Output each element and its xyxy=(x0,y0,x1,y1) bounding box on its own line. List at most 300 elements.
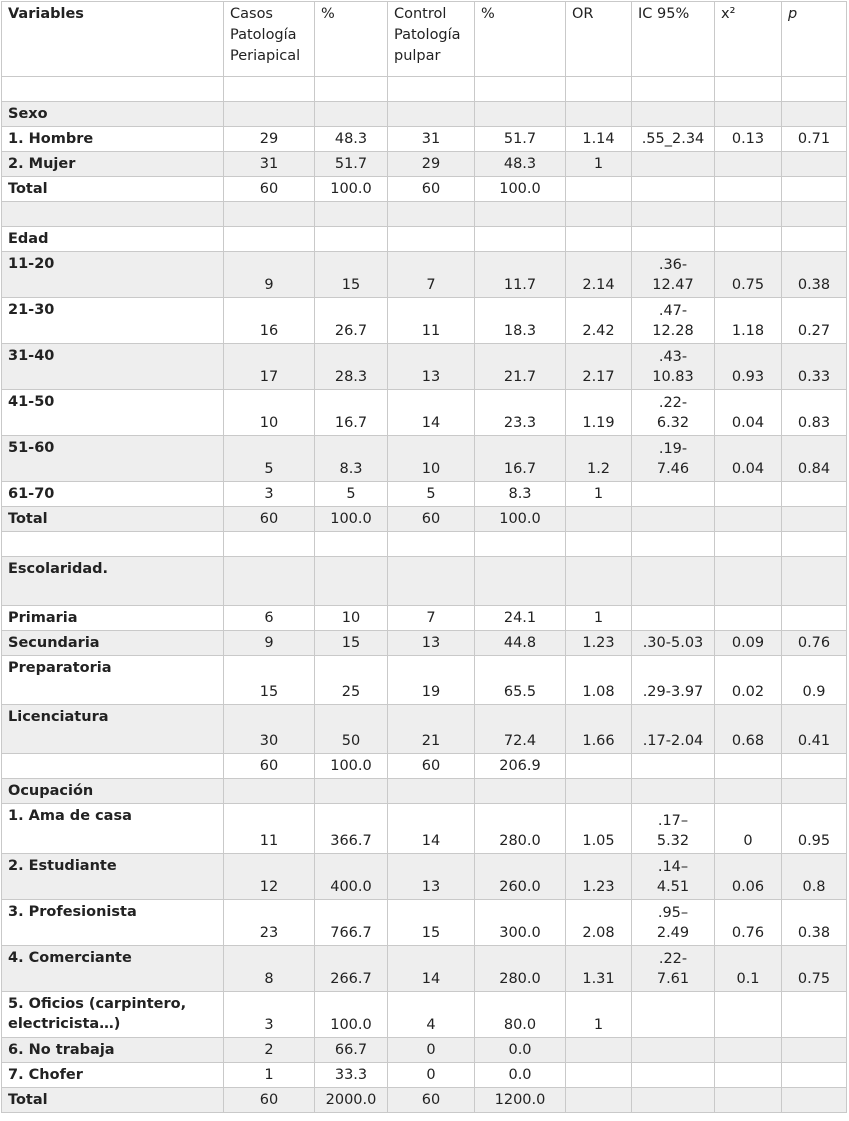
cell-casos: 16 xyxy=(224,298,315,344)
cell-x2: 0.1 xyxy=(715,946,782,992)
cell-p: 0.41 xyxy=(782,705,847,754)
cell-x2 xyxy=(715,102,782,127)
table-body xyxy=(2,77,847,1113)
cell-control: 60 xyxy=(388,177,475,202)
cell-p: 0.71 xyxy=(782,127,847,152)
cell-or: 1.19 xyxy=(566,390,632,436)
cell-x2 xyxy=(715,992,782,1038)
cell-x2 xyxy=(715,1038,782,1063)
cell-pct-casos: 100.0 xyxy=(315,992,388,1038)
cell-pct-casos: 10 xyxy=(315,606,388,631)
table-row xyxy=(2,992,847,1038)
cell-p: 0.84 xyxy=(782,436,847,482)
cell-pct-casos: 16.7 xyxy=(315,390,388,436)
table-row xyxy=(2,804,847,854)
cell-ic: .55_2.34 xyxy=(632,127,715,152)
row-label: 11-20 xyxy=(2,252,224,298)
cell-x2 xyxy=(715,177,782,202)
cell-ic xyxy=(632,177,715,202)
table-row xyxy=(2,854,847,900)
cell-p: 0.33 xyxy=(782,344,847,390)
cell-control: 19 xyxy=(388,656,475,705)
cell-or xyxy=(566,557,632,606)
cell-p xyxy=(782,77,847,102)
cell-pct-casos: 50 xyxy=(315,705,388,754)
cell-control: 13 xyxy=(388,344,475,390)
row-label: Preparatoria xyxy=(2,656,224,705)
cell-control: 13 xyxy=(388,854,475,900)
cell-control: 0 xyxy=(388,1038,475,1063)
cell-control: 14 xyxy=(388,804,475,854)
table-row xyxy=(2,436,847,482)
cell-pct-casos: 8.3 xyxy=(315,436,388,482)
cell-or: 1.2 xyxy=(566,436,632,482)
cell-ic xyxy=(632,1088,715,1113)
cell-ic: .22- 7.61 xyxy=(632,946,715,992)
table-row xyxy=(2,754,847,779)
cell-control xyxy=(388,102,475,127)
cell-pct-casos: 5 xyxy=(315,482,388,507)
cell-or xyxy=(566,1038,632,1063)
table-row xyxy=(2,102,847,127)
cell-control: 21 xyxy=(388,705,475,754)
cell-pct-casos: 400.0 xyxy=(315,854,388,900)
cell-p xyxy=(782,177,847,202)
table-row xyxy=(2,298,847,344)
cell-ic xyxy=(632,992,715,1038)
cell-pct-control: 300.0 xyxy=(475,900,566,946)
cell-ic: .36- 12.47 xyxy=(632,252,715,298)
row-label: 1. Ama de casa xyxy=(2,804,224,854)
cell-ic: .30-5.03 xyxy=(632,631,715,656)
cell-pct-casos: 66.7 xyxy=(315,1038,388,1063)
cell-or: 2.08 xyxy=(566,900,632,946)
cell-pct-control xyxy=(475,557,566,606)
cell-control: 13 xyxy=(388,631,475,656)
cell-pct-control: 65.5 xyxy=(475,656,566,705)
cell-x2 xyxy=(715,227,782,252)
cell-ic: .17– 5.32 xyxy=(632,804,715,854)
cell-p: 0.76 xyxy=(782,631,847,656)
table-row xyxy=(2,344,847,390)
row-label: Secundaria xyxy=(2,631,224,656)
cell-pct-control xyxy=(475,102,566,127)
row-label: 2. Estudiante xyxy=(2,854,224,900)
table-row xyxy=(2,202,847,227)
cell-control: 60 xyxy=(388,507,475,532)
cell-or xyxy=(566,1088,632,1113)
row-label: 6. No trabaja xyxy=(2,1038,224,1063)
cell-p: 0.75 xyxy=(782,946,847,992)
cell-ic: .19- 7.46 xyxy=(632,436,715,482)
cell-or xyxy=(566,754,632,779)
cell-control xyxy=(388,202,475,227)
table-row xyxy=(2,177,847,202)
cell-pct-control xyxy=(475,779,566,804)
cell-ic xyxy=(632,1038,715,1063)
cell-p: 0.83 xyxy=(782,390,847,436)
cell-pct-casos: 33.3 xyxy=(315,1063,388,1088)
cell-pct-casos: 51.7 xyxy=(315,152,388,177)
row-label: Licenciatura xyxy=(2,705,224,754)
row-label: 41-50 xyxy=(2,390,224,436)
cell-control xyxy=(388,227,475,252)
cell-p xyxy=(782,227,847,252)
cell-pct-control: 0.0 xyxy=(475,1063,566,1088)
cell-pct-casos: 15 xyxy=(315,252,388,298)
cell-ic xyxy=(632,152,715,177)
cell-casos: 9 xyxy=(224,631,315,656)
cell-ic: .22- 6.32 xyxy=(632,390,715,436)
cell-pct-control: 80.0 xyxy=(475,992,566,1038)
table-row xyxy=(2,1063,847,1088)
cell-p xyxy=(782,754,847,779)
table-row xyxy=(2,631,847,656)
cell-or xyxy=(566,102,632,127)
cell-ic xyxy=(632,1063,715,1088)
cell-casos: 60 xyxy=(224,507,315,532)
cell-p xyxy=(782,779,847,804)
table-row xyxy=(2,900,847,946)
cell-pct-control: 51.7 xyxy=(475,127,566,152)
table-row xyxy=(2,705,847,754)
cell-casos: 3 xyxy=(224,482,315,507)
table-row xyxy=(2,557,847,606)
cell-or: 1.05 xyxy=(566,804,632,854)
cell-x2: 0.75 xyxy=(715,252,782,298)
table-row xyxy=(2,227,847,252)
cell-x2 xyxy=(715,507,782,532)
row-label: 5. Oficios (carpintero, electricista…) xyxy=(2,992,224,1038)
cell-ic: .14– 4.51 xyxy=(632,854,715,900)
cell-pct-control: 1200.0 xyxy=(475,1088,566,1113)
cell-or xyxy=(566,227,632,252)
cell-x2: 0.02 xyxy=(715,656,782,705)
header-control: Control Patología pulpar xyxy=(388,2,475,77)
cell-p xyxy=(782,152,847,177)
cell-or xyxy=(566,177,632,202)
cell-casos xyxy=(224,779,315,804)
cell-x2: 0.09 xyxy=(715,631,782,656)
cell-ic xyxy=(632,507,715,532)
cell-pct-casos xyxy=(315,77,388,102)
cell-pct-control xyxy=(475,202,566,227)
cell-casos: 29 xyxy=(224,127,315,152)
cell-casos: 17 xyxy=(224,344,315,390)
cell-pct-control: 260.0 xyxy=(475,854,566,900)
cell-ic xyxy=(632,754,715,779)
cell-pct-casos: 266.7 xyxy=(315,946,388,992)
cell-or: 1.23 xyxy=(566,854,632,900)
cell-or xyxy=(566,77,632,102)
cell-or: 1.08 xyxy=(566,656,632,705)
cell-ic xyxy=(632,779,715,804)
cell-p xyxy=(782,1088,847,1113)
header-p: p xyxy=(782,2,847,77)
cell-control: 10 xyxy=(388,436,475,482)
table-row xyxy=(2,779,847,804)
cell-x2 xyxy=(715,532,782,557)
cell-x2 xyxy=(715,1063,782,1088)
cell-casos: 6 xyxy=(224,606,315,631)
row-label: 61-70 xyxy=(2,482,224,507)
cell-ic: .43- 10.83 xyxy=(632,344,715,390)
table-row xyxy=(2,656,847,705)
cell-ic xyxy=(632,102,715,127)
cell-pct-control: 24.1 xyxy=(475,606,566,631)
row-label: 4. Comerciante xyxy=(2,946,224,992)
row-label: 3. Profesionista xyxy=(2,900,224,946)
table-row xyxy=(2,946,847,992)
cell-ic xyxy=(632,227,715,252)
cell-casos xyxy=(224,532,315,557)
cell-ic: .29-3.97 xyxy=(632,656,715,705)
cell-casos: 1 xyxy=(224,1063,315,1088)
cell-x2 xyxy=(715,77,782,102)
table-row xyxy=(2,252,847,298)
cell-pct-control: 21.7 xyxy=(475,344,566,390)
header-casos: Casos Patología Periapical xyxy=(224,2,315,77)
row-label: Total xyxy=(2,1088,224,1113)
cell-or xyxy=(566,532,632,557)
cell-casos: 15 xyxy=(224,656,315,705)
cell-control: 29 xyxy=(388,152,475,177)
cell-p xyxy=(782,482,847,507)
cell-x2: 0.04 xyxy=(715,390,782,436)
table-row xyxy=(2,77,847,102)
cell-casos: 30 xyxy=(224,705,315,754)
cell-pct-casos xyxy=(315,779,388,804)
cell-x2 xyxy=(715,202,782,227)
cell-pct-casos: 100.0 xyxy=(315,507,388,532)
table-row xyxy=(2,1038,847,1063)
cell-casos xyxy=(224,77,315,102)
table-row xyxy=(2,507,847,532)
cell-p xyxy=(782,557,847,606)
row-label: Ocupación xyxy=(2,779,224,804)
row-label: 7. Chofer xyxy=(2,1063,224,1088)
cell-casos: 2 xyxy=(224,1038,315,1063)
cell-ic xyxy=(632,202,715,227)
cell-or xyxy=(566,1063,632,1088)
cell-x2 xyxy=(715,779,782,804)
cell-control: 5 xyxy=(388,482,475,507)
cell-x2: 0.68 xyxy=(715,705,782,754)
cell-or: 1.23 xyxy=(566,631,632,656)
cell-pct-casos: 100.0 xyxy=(315,177,388,202)
cell-casos: 31 xyxy=(224,152,315,177)
cell-control xyxy=(388,557,475,606)
row-label: 2. Mujer xyxy=(2,152,224,177)
row-label: 31-40 xyxy=(2,344,224,390)
cell-pct-casos: 26.7 xyxy=(315,298,388,344)
cell-or: 1 xyxy=(566,606,632,631)
cell-control: 31 xyxy=(388,127,475,152)
cell-or: 1.14 xyxy=(566,127,632,152)
cell-p: 0.38 xyxy=(782,252,847,298)
row-label: Total xyxy=(2,507,224,532)
table-row xyxy=(2,532,847,557)
table-row xyxy=(2,482,847,507)
cell-casos: 60 xyxy=(224,177,315,202)
row-label xyxy=(2,77,224,102)
cell-x2: 1.18 xyxy=(715,298,782,344)
cell-x2: 0 xyxy=(715,804,782,854)
row-label: 51-60 xyxy=(2,436,224,482)
cell-pct-casos: 28.3 xyxy=(315,344,388,390)
cell-ic xyxy=(632,557,715,606)
cell-or xyxy=(566,507,632,532)
header-row xyxy=(2,2,847,77)
cell-casos: 3 xyxy=(224,992,315,1038)
cell-p xyxy=(782,507,847,532)
cell-control: 60 xyxy=(388,1088,475,1113)
cell-ic xyxy=(632,532,715,557)
cell-pct-control xyxy=(475,227,566,252)
cell-casos: 5 xyxy=(224,436,315,482)
cell-pct-control: 100.0 xyxy=(475,507,566,532)
header-variables: Variables xyxy=(2,2,224,77)
cell-ic: .47- 12.28 xyxy=(632,298,715,344)
table-row xyxy=(2,1088,847,1113)
cell-x2: 0.76 xyxy=(715,900,782,946)
cell-pct-casos: 48.3 xyxy=(315,127,388,152)
cell-or: 2.17 xyxy=(566,344,632,390)
cell-x2: 0.13 xyxy=(715,127,782,152)
cell-p xyxy=(782,1038,847,1063)
table-row xyxy=(2,152,847,177)
cell-control: 7 xyxy=(388,252,475,298)
cell-p: 0.27 xyxy=(782,298,847,344)
cell-casos: 60 xyxy=(224,754,315,779)
cell-control: 14 xyxy=(388,946,475,992)
cell-p xyxy=(782,202,847,227)
row-label: Edad xyxy=(2,227,224,252)
cell-casos: 10 xyxy=(224,390,315,436)
cell-pct-control: 8.3 xyxy=(475,482,566,507)
cell-p: 0.9 xyxy=(782,656,847,705)
cell-ic xyxy=(632,482,715,507)
cell-casos xyxy=(224,202,315,227)
header-ic: IC 95% xyxy=(632,2,715,77)
header-pct-control: % xyxy=(475,2,566,77)
cell-or: 1.66 xyxy=(566,705,632,754)
cell-pct-casos xyxy=(315,102,388,127)
cell-or xyxy=(566,779,632,804)
cell-ic xyxy=(632,606,715,631)
cell-control: 11 xyxy=(388,298,475,344)
row-label: Escolaridad. xyxy=(2,557,224,606)
cell-pct-casos xyxy=(315,532,388,557)
header-pct-casos: % xyxy=(315,2,388,77)
cell-pct-casos: 15 xyxy=(315,631,388,656)
cell-control: 7 xyxy=(388,606,475,631)
cell-casos xyxy=(224,227,315,252)
cell-casos xyxy=(224,557,315,606)
row-label xyxy=(2,202,224,227)
table-row xyxy=(2,390,847,436)
cell-pct-control: 48.3 xyxy=(475,152,566,177)
cell-control: 60 xyxy=(388,754,475,779)
table-row xyxy=(2,606,847,631)
cell-control: 15 xyxy=(388,900,475,946)
row-label: 21-30 xyxy=(2,298,224,344)
cell-ic xyxy=(632,77,715,102)
cell-control xyxy=(388,77,475,102)
cell-ic: .17-2.04 xyxy=(632,705,715,754)
cell-p: 0.8 xyxy=(782,854,847,900)
cell-or: 1 xyxy=(566,482,632,507)
cell-pct-control: 0.0 xyxy=(475,1038,566,1063)
cell-p xyxy=(782,992,847,1038)
cell-or: 1 xyxy=(566,992,632,1038)
cell-control xyxy=(388,532,475,557)
results-table xyxy=(1,1,847,1113)
cell-control: 0 xyxy=(388,1063,475,1088)
cell-pct-control: 18.3 xyxy=(475,298,566,344)
cell-x2 xyxy=(715,482,782,507)
cell-x2: 0.06 xyxy=(715,854,782,900)
cell-pct-control: 206.9 xyxy=(475,754,566,779)
row-label: Total xyxy=(2,177,224,202)
cell-p xyxy=(782,532,847,557)
cell-x2 xyxy=(715,754,782,779)
cell-pct-control: 44.8 xyxy=(475,631,566,656)
cell-pct-control: 72.4 xyxy=(475,705,566,754)
cell-control xyxy=(388,779,475,804)
header-x2: x² xyxy=(715,2,782,77)
row-label xyxy=(2,532,224,557)
row-label: 1. Hombre xyxy=(2,127,224,152)
cell-pct-control: 280.0 xyxy=(475,946,566,992)
cell-pct-casos: 25 xyxy=(315,656,388,705)
cell-ic: .95– 2.49 xyxy=(632,900,715,946)
cell-or: 1.31 xyxy=(566,946,632,992)
cell-p xyxy=(782,1063,847,1088)
row-label: Primaria xyxy=(2,606,224,631)
cell-pct-control: 100.0 xyxy=(475,177,566,202)
cell-casos xyxy=(224,102,315,127)
cell-pct-casos xyxy=(315,202,388,227)
cell-pct-control xyxy=(475,532,566,557)
cell-pct-casos: 366.7 xyxy=(315,804,388,854)
cell-or: 2.42 xyxy=(566,298,632,344)
cell-pct-casos: 766.7 xyxy=(315,900,388,946)
cell-pct-casos xyxy=(315,557,388,606)
cell-or xyxy=(566,202,632,227)
cell-pct-casos: 100.0 xyxy=(315,754,388,779)
cell-x2 xyxy=(715,152,782,177)
cell-pct-control: 16.7 xyxy=(475,436,566,482)
cell-pct-control: 23.3 xyxy=(475,390,566,436)
cell-p: 0.38 xyxy=(782,900,847,946)
cell-x2: 0.93 xyxy=(715,344,782,390)
cell-p xyxy=(782,606,847,631)
table-row xyxy=(2,127,847,152)
cell-x2 xyxy=(715,606,782,631)
row-label xyxy=(2,754,224,779)
cell-pct-control: 11.7 xyxy=(475,252,566,298)
cell-x2: 0.04 xyxy=(715,436,782,482)
cell-p xyxy=(782,102,847,127)
cell-casos: 12 xyxy=(224,854,315,900)
cell-control: 14 xyxy=(388,390,475,436)
cell-or: 2.14 xyxy=(566,252,632,298)
cell-pct-casos xyxy=(315,227,388,252)
cell-control: 4 xyxy=(388,992,475,1038)
cell-casos: 23 xyxy=(224,900,315,946)
cell-pct-casos: 2000.0 xyxy=(315,1088,388,1113)
